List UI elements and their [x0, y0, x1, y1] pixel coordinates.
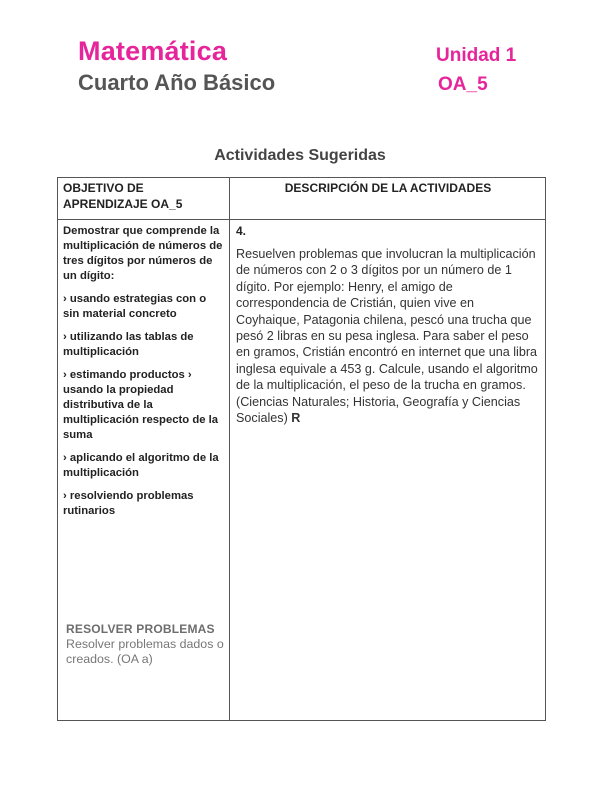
subject-title: Matemática [78, 36, 228, 66]
objective-item: › usando estrategias con o sin material concreto [63, 293, 207, 320]
description-cell [230, 220, 546, 721]
description-header: DESCRIPCIÓN DE LA ACTIVIDADES [230, 178, 546, 220]
activities-table [57, 177, 546, 721]
objective-header: OBJETIVO DE APRENDIZAJE OA_5 [58, 178, 230, 220]
problems-text: Resolver problemas dados o creados. (OA a) [66, 637, 224, 666]
activity-number: 4. [236, 224, 247, 238]
oa-label: OA_5 [438, 74, 488, 95]
section-heading: Actividades Sugeridas [214, 147, 386, 164]
objective-intro: Demostrar que comprende la multiplicación de números de tres dígitos por números de un dígito: [63, 225, 223, 282]
problem-solving-block [66, 622, 226, 667]
objective-item: › utilizando las tablas de multiplicación [63, 331, 194, 358]
unit-label: Unidad 1 [436, 45, 517, 66]
objective-item: › aplicando el algoritmo de la multiplicación [63, 452, 219, 479]
activity-description [236, 246, 539, 426]
objective-item: › resolviendo problemas rutinarios [63, 490, 194, 517]
table-header-row [58, 178, 546, 220]
activity-mark: R [291, 411, 301, 426]
activity-text: Resuelven problemas que involucran la multiplicación de números con 2 o 3 dígitos por un número de 1 dígito. Por ejemplo: Henry, el amigo de correspondencia de Cristián, quien vive en Coyhaique, Patagonia chilena, pescó una trucha que pesó 2 libras en su pesa inglesa. Para saber el peso en gramos, Cristián encontró en internet que una libra inglesa equivale a 453 g. Calcule, usando el algoritmo de la multiplicación, el peso de la trucha en gramos. (Ciencias Naturales; Historia, Geografía y Ciencias Sociales) [236, 247, 538, 426]
grade-subtitle: Cuarto Año Básico [78, 70, 276, 95]
table-row [58, 220, 546, 721]
problems-title: RESOLVER PROBLEMAS [66, 622, 215, 636]
objective-cell [58, 220, 230, 721]
objective-item: › estimando productos › usando la propiedad distributiva de la multiplicación respecto de la suma [63, 369, 219, 441]
